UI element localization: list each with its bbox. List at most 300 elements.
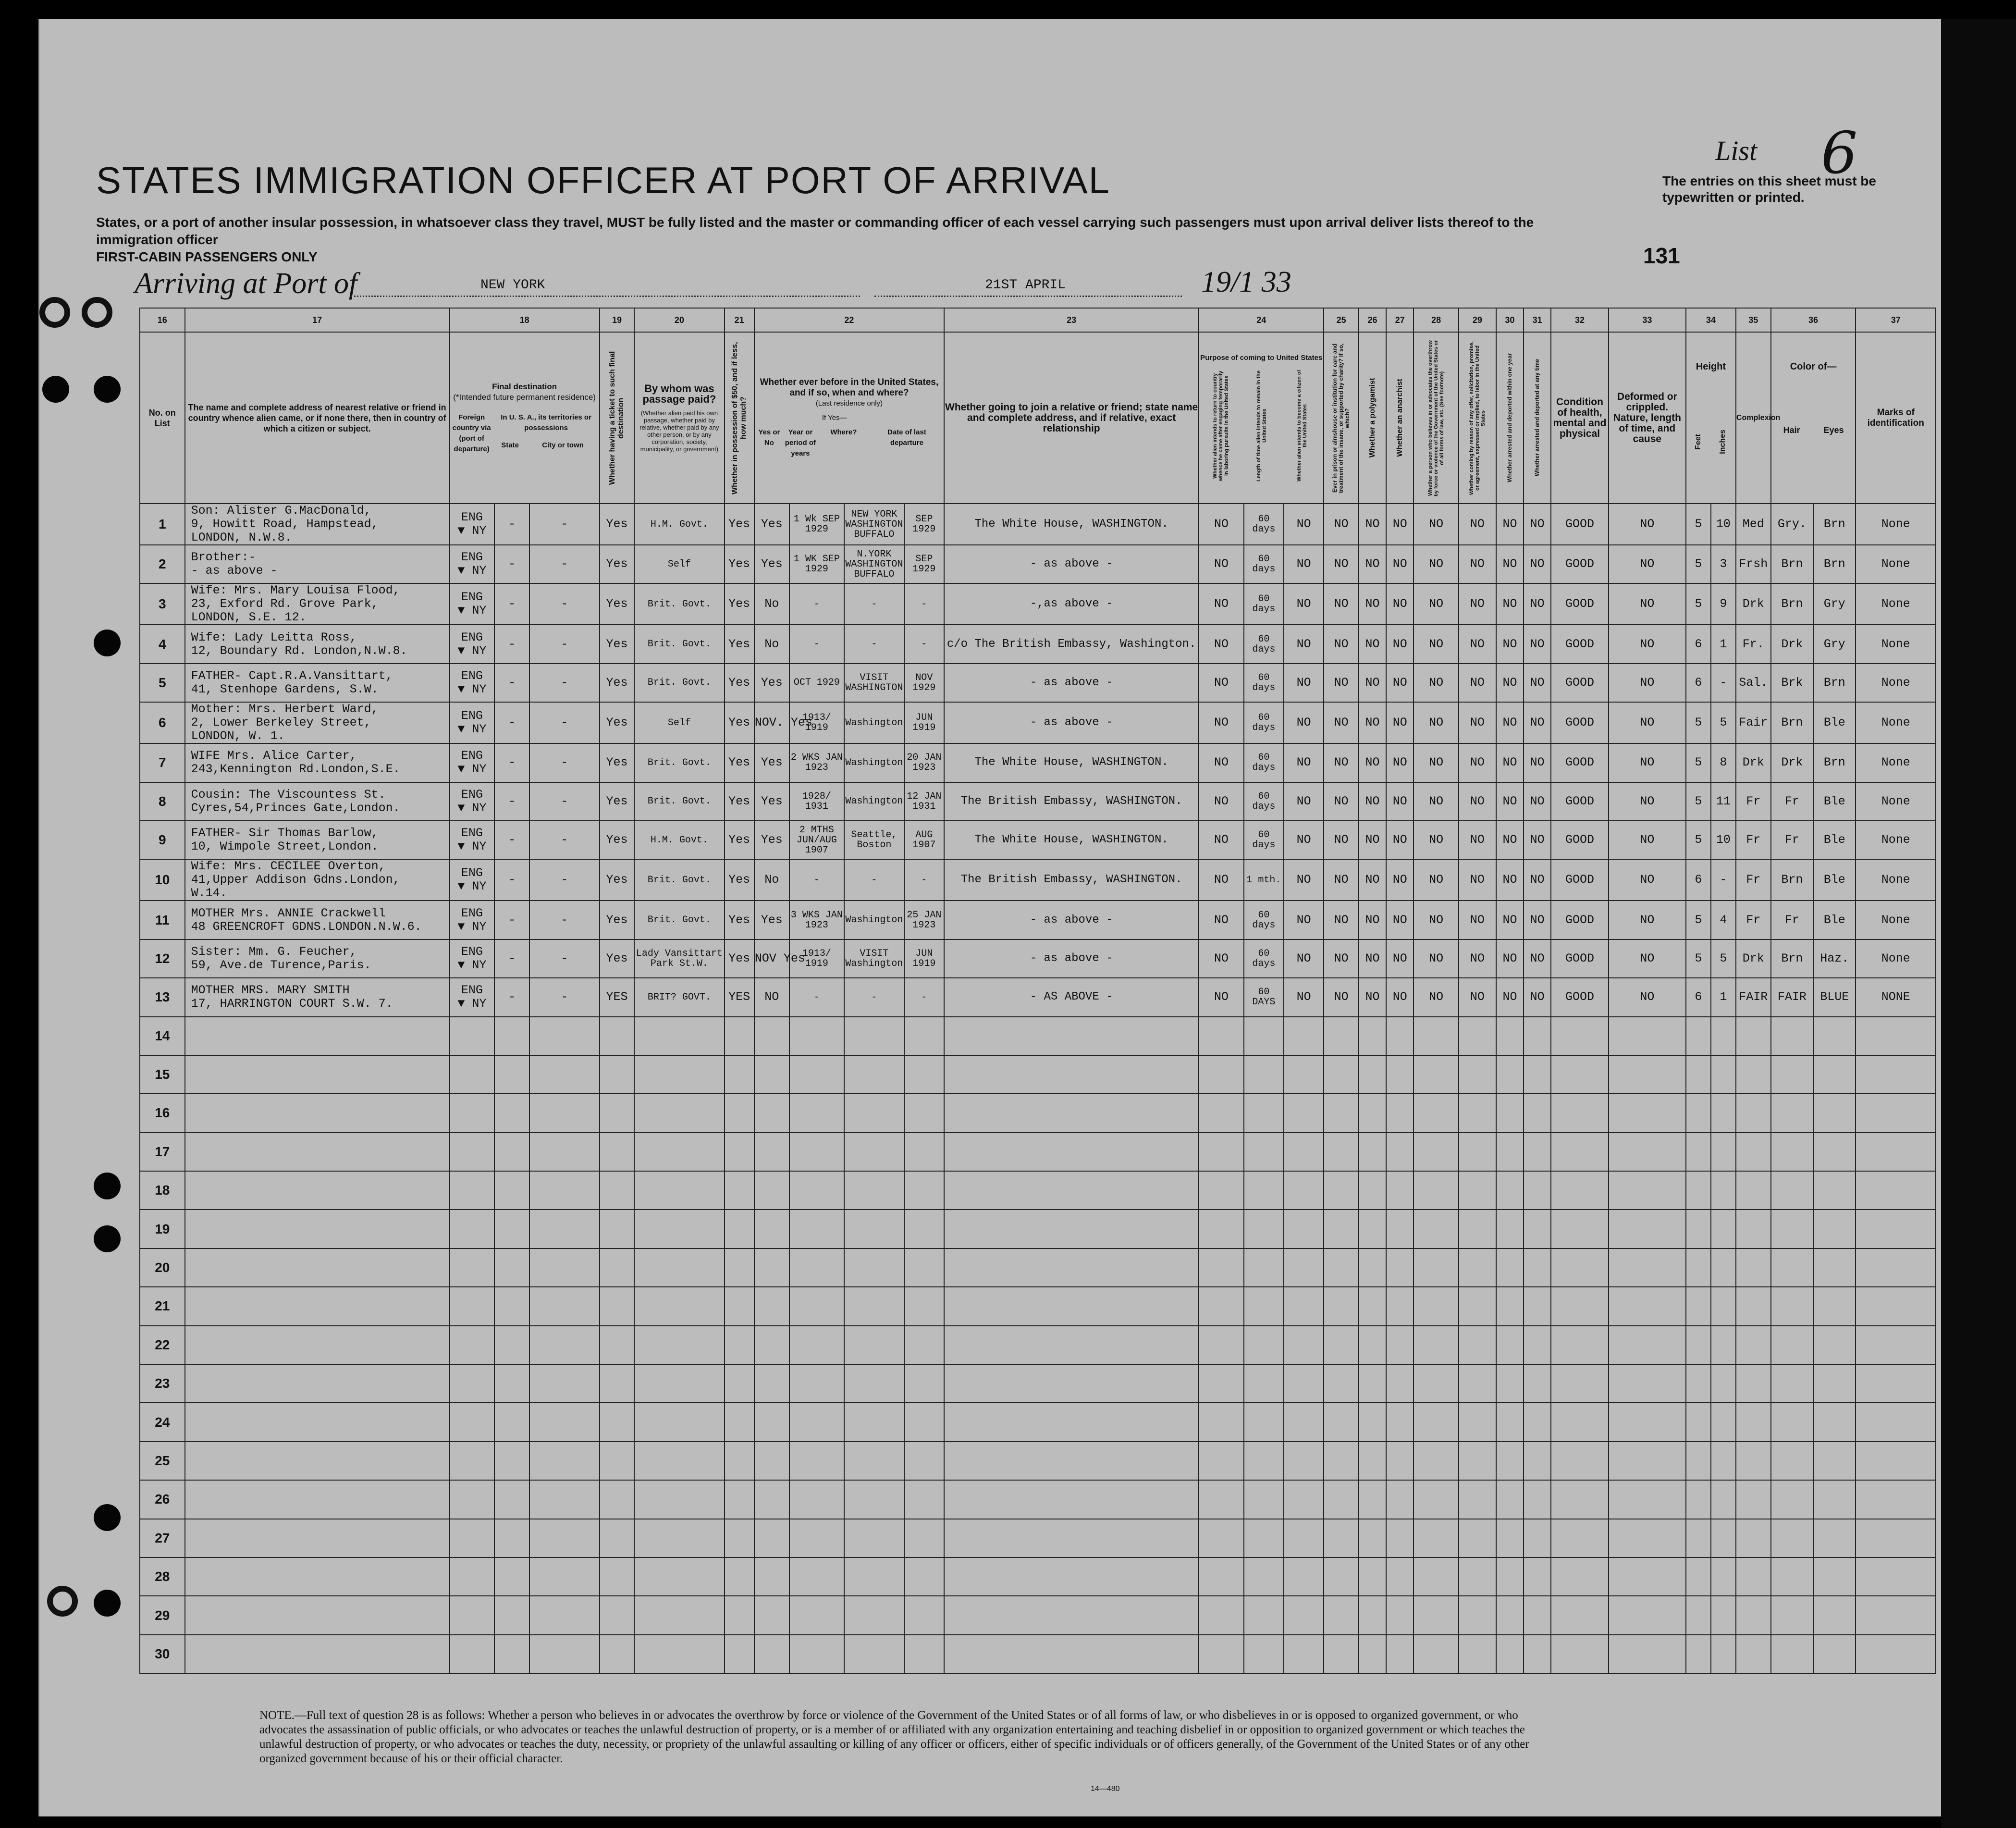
q30-cell: NO (1496, 821, 1524, 859)
empty-cell (185, 1480, 450, 1519)
empty-cell (1284, 1557, 1324, 1596)
hair-cell: Brn (1771, 545, 1813, 583)
empty-cell (1551, 1403, 1609, 1441)
money-cell: Yes (725, 504, 754, 545)
purpose-cell: NO (1199, 978, 1244, 1016)
empty-row (140, 1480, 1936, 1519)
empty-cell (1813, 1055, 1856, 1094)
empty-cell (1813, 1403, 1856, 1441)
join-cell: - as above - (944, 664, 1199, 702)
q30-cell: NO (1496, 625, 1524, 663)
empty-cell (1736, 1171, 1771, 1210)
empty-cell (600, 1442, 635, 1480)
year-cell: - (789, 583, 844, 625)
empty-cell (600, 1055, 635, 1094)
marks-cell: None (1856, 702, 1936, 743)
ticket-cell: Yes (600, 743, 635, 782)
empty-cell (1244, 1326, 1284, 1364)
empty-cell (529, 1635, 600, 1673)
empty-cell (1459, 1519, 1496, 1557)
anarch-cell: NO (1386, 743, 1414, 782)
empty-cell (600, 1210, 635, 1248)
marks-cell: None (1856, 782, 1936, 821)
paid-cell: Brit. Govt. (634, 583, 724, 625)
empty-cell (944, 1210, 1199, 1248)
empty-cell (1771, 1403, 1813, 1441)
ticket-cell: Yes (600, 504, 635, 545)
paid-cell: Brit. Govt. (634, 859, 724, 901)
row-number: 17 (140, 1133, 185, 1171)
paid-cell: Brit. Govt. (634, 782, 724, 821)
join-cell: - as above - (944, 702, 1199, 743)
no-cell: 2 (140, 545, 185, 583)
purpose-cell: NO (1199, 664, 1244, 702)
purpose-cell: NO (1199, 743, 1244, 782)
health-cell: GOOD (1551, 782, 1609, 821)
empty-cell (1524, 1480, 1551, 1519)
before-cell: No (754, 583, 789, 625)
empty-cell (754, 1055, 789, 1094)
empty-cell (1609, 1171, 1686, 1210)
health-cell: GOOD (1551, 583, 1609, 625)
relative-line: 9, Howitt Road, Hampstead, (191, 517, 379, 531)
foreign-country: ENG (461, 668, 483, 683)
empty-cell (725, 1557, 754, 1596)
no-cell: 13 (140, 978, 185, 1016)
empty-cell (1414, 1248, 1459, 1287)
relative-cell (185, 625, 450, 663)
no-cell: 9 (140, 821, 185, 859)
empty-cell (1359, 1519, 1386, 1557)
anarch-cell: NO (1386, 545, 1414, 583)
empty-cell (1324, 1442, 1359, 1480)
money-cell: Yes (725, 583, 754, 625)
empty-row (140, 1133, 1936, 1171)
empty-cell (1244, 1519, 1284, 1557)
q28-cell: NO (1414, 664, 1459, 702)
q31-cell: NO (1524, 504, 1551, 545)
q30-cell: NO (1496, 859, 1524, 901)
empty-cell (1771, 1248, 1813, 1287)
empty-cell (1856, 1480, 1936, 1519)
city-cell: - (529, 978, 600, 1016)
header-q30: Whether arrested and deported within one year (1496, 332, 1524, 504)
q29-cell: NO (1459, 664, 1496, 702)
q28-cell: NO (1414, 545, 1459, 583)
empty-cell (494, 1326, 529, 1364)
empty-cell (1609, 1055, 1686, 1094)
relative-line: WIFE Mrs. Alice Carter, (191, 749, 357, 763)
empty-cell (1736, 1133, 1771, 1171)
empty-cell (904, 1403, 944, 1441)
empty-cell (1711, 1557, 1736, 1596)
empty-cell (1244, 1055, 1284, 1094)
inches-cell: 5 (1711, 702, 1736, 743)
empty-cell (1856, 1596, 1936, 1634)
money-cell: Yes (725, 821, 754, 859)
relative-line: Brother:- (191, 550, 256, 565)
empty-cell (1711, 1480, 1736, 1519)
empty-cell (1414, 1326, 1459, 1364)
empty-cell (1386, 1094, 1414, 1132)
foreign-country: ENG (461, 630, 483, 644)
empty-cell (1359, 1364, 1386, 1403)
empty-cell (844, 1210, 904, 1248)
anarch-cell: NO (1386, 664, 1414, 702)
empty-cell (1856, 1287, 1936, 1325)
empty-cell (1609, 1557, 1686, 1596)
no-cell: 10 (140, 859, 185, 901)
empty-cell (185, 1326, 450, 1364)
empty-cell (1813, 1326, 1856, 1364)
relative-line: 12, Boundary Rd. London,N.W.8. (191, 643, 407, 658)
where-cell: Seattle, Boston (844, 821, 904, 859)
table-row (140, 901, 1936, 939)
empty-cell (1524, 1364, 1551, 1403)
column-headers (140, 332, 1936, 504)
empty-cell (1711, 1055, 1736, 1094)
money-cell: Yes (725, 545, 754, 583)
empty-cell (185, 1596, 450, 1634)
empty-cell (1609, 1364, 1686, 1403)
empty-cell (1284, 1635, 1324, 1673)
form-number: 14—480 (1091, 1785, 1120, 1793)
us-port: ▼ NY (457, 919, 487, 934)
empty-cell (634, 1326, 724, 1364)
empty-cell (1199, 1094, 1244, 1132)
paid-cell: H.M. Govt. (634, 504, 724, 545)
q30-cell: NO (1496, 504, 1524, 545)
empty-cell (494, 1480, 529, 1519)
empty-cell (529, 1557, 600, 1596)
prison-cell: NO (1324, 702, 1359, 743)
empty-cell (1551, 1210, 1609, 1248)
money-cell: Yes (725, 901, 754, 939)
empty-cell (1856, 1017, 1936, 1055)
length-cell: 60 days (1244, 939, 1284, 978)
foreign-cell (450, 782, 495, 821)
empty-cell (844, 1442, 904, 1480)
empty-cell (1359, 1480, 1386, 1519)
empty-cell (1711, 1017, 1736, 1055)
empty-cell (904, 1248, 944, 1287)
paid-cell: Brit. Govt. (634, 743, 724, 782)
polyg-cell: NO (1359, 583, 1386, 625)
empty-cell (494, 1133, 529, 1171)
q30-cell: NO (1496, 978, 1524, 1016)
polyg-cell: NO (1359, 782, 1386, 821)
marks-cell: None (1856, 901, 1936, 939)
empty-cell (450, 1480, 495, 1519)
where-cell: - (844, 625, 904, 663)
empty-cell (1199, 1017, 1244, 1055)
empty-cell (185, 1017, 450, 1055)
empty-cell (1496, 1519, 1524, 1557)
marks-cell: NONE (1856, 978, 1936, 1016)
marks-cell: None (1856, 504, 1936, 545)
hair-cell: Brn (1771, 939, 1813, 978)
inches-cell: 1 (1711, 978, 1736, 1016)
empty-cell (1856, 1403, 1936, 1441)
empty-cell (904, 1171, 944, 1210)
arriving-label: Arriving at Port of (135, 267, 357, 300)
row-number: 19 (140, 1210, 185, 1248)
year-cell: 1928/ 1931 (789, 782, 844, 821)
table-row (140, 743, 1936, 782)
empty-cell (1856, 1364, 1936, 1403)
empty-cell (1324, 1094, 1359, 1132)
us-port: ▼ NY (457, 604, 487, 618)
foreign-cell (450, 821, 495, 859)
inches-cell: 8 (1711, 743, 1736, 782)
empty-cell (789, 1480, 844, 1519)
relative-line: - as above - (191, 564, 278, 578)
empty-cell (1244, 1017, 1284, 1055)
join-cell: c/o The British Embassy, Washington. (944, 625, 1199, 663)
polyg-cell: NO (1359, 859, 1386, 901)
empty-cell (1711, 1210, 1736, 1248)
empty-cell (844, 1248, 904, 1287)
empty-cell (1524, 1519, 1551, 1557)
no-cell: 6 (140, 702, 185, 743)
us-port: ▼ NY (457, 524, 487, 538)
empty-cell (494, 1596, 529, 1634)
empty-cell (600, 1557, 635, 1596)
list-number: 6 (1821, 120, 1858, 187)
city-cell: - (529, 664, 600, 702)
q31-cell: NO (1524, 782, 1551, 821)
empty-cell (754, 1133, 789, 1171)
foreign-country: ENG (461, 550, 483, 565)
empty-cell (494, 1248, 529, 1287)
empty-cell (1813, 1519, 1856, 1557)
empty-cell (1459, 1364, 1496, 1403)
empty-cell (754, 1364, 789, 1403)
before-cell: NOV Yes (754, 939, 789, 978)
empty-cell (185, 1248, 450, 1287)
sheet-number: 131 (1643, 243, 1680, 268)
table-row (140, 978, 1936, 1016)
relative-line: MOTHER Mrs. ANNIE Crackwell (191, 906, 386, 920)
feet-cell: 5 (1686, 939, 1711, 978)
empty-cell (450, 1248, 495, 1287)
header-anarchist: Whether an anarchist (1386, 332, 1414, 504)
empty-cell (1459, 1171, 1496, 1210)
empty-cell (725, 1596, 754, 1634)
empty-cell (1856, 1326, 1936, 1364)
before-cell: Yes (754, 743, 789, 782)
empty-cell (1386, 1635, 1414, 1673)
empty-cell (1686, 1364, 1711, 1403)
empty-cell (1459, 1210, 1496, 1248)
prison-cell: NO (1324, 978, 1359, 1016)
empty-cell (1771, 1055, 1813, 1094)
city-cell: - (529, 743, 600, 782)
empty-cell (789, 1519, 844, 1557)
us-port: ▼ NY (457, 958, 487, 972)
empty-cell (1686, 1635, 1711, 1673)
empty-cell (1324, 1596, 1359, 1634)
city-cell: - (529, 939, 600, 978)
foreign-country: ENG (461, 510, 483, 524)
empty-cell (844, 1017, 904, 1055)
paid-cell: H.M. Govt. (634, 821, 724, 859)
deformed-cell: NO (1609, 702, 1686, 743)
polyg-cell: NO (1359, 504, 1386, 545)
empty-cell (1551, 1017, 1609, 1055)
empty-row (140, 1557, 1936, 1596)
empty-cell (1496, 1635, 1524, 1673)
list-label: List (1715, 135, 1758, 166)
row-number: 24 (140, 1403, 185, 1441)
empty-cell (1324, 1635, 1359, 1673)
empty-cell (494, 1210, 529, 1248)
hair-cell: Brn (1771, 859, 1813, 901)
empty-cell (1771, 1442, 1813, 1480)
citizen-cell: NO (1284, 821, 1324, 859)
empty-cell (1244, 1596, 1284, 1634)
city-cell: - (529, 859, 600, 901)
deformed-cell: NO (1609, 664, 1686, 702)
empty-cell (1686, 1094, 1711, 1132)
header-ticket: Whether having a ticket to such final destination (600, 332, 635, 504)
purpose-cell: NO (1199, 545, 1244, 583)
empty-cell (789, 1364, 844, 1403)
empty-cell (1386, 1364, 1414, 1403)
empty-cell (1736, 1287, 1771, 1325)
empty-cell (185, 1557, 450, 1596)
dep-cell: AUG 1907 (904, 821, 944, 859)
year-cell: 1913/ 1919 (789, 939, 844, 978)
empty-cell (1711, 1326, 1736, 1364)
feet-cell: 5 (1686, 583, 1711, 625)
complexion-cell: Frsh (1736, 545, 1771, 583)
health-cell: GOOD (1551, 743, 1609, 782)
polyg-cell: NO (1359, 702, 1386, 743)
foreign-country: ENG (461, 983, 483, 998)
empty-cell (1414, 1596, 1459, 1634)
empty-cell (844, 1480, 904, 1519)
join-cell: - AS ABOVE - (944, 978, 1199, 1016)
header-money: Whether in possession of $50, and if less, how much? (725, 332, 754, 504)
row-number: 21 (140, 1287, 185, 1325)
empty-cell (725, 1248, 754, 1287)
empty-cell (1414, 1557, 1459, 1596)
ticket-cell: YES (600, 978, 635, 1016)
eyes-cell: Brn (1813, 545, 1856, 583)
anarch-cell: NO (1386, 901, 1414, 939)
empty-cell (1771, 1480, 1813, 1519)
anarch-cell: NO (1386, 504, 1414, 545)
q31-cell: NO (1524, 664, 1551, 702)
header-q31: Whether arrested and deported at any time (1524, 332, 1551, 504)
complexion-cell: Fr. (1736, 625, 1771, 663)
empty-cell (1414, 1480, 1459, 1519)
deformed-cell: NO (1609, 583, 1686, 625)
empty-cell (1856, 1557, 1936, 1596)
empty-cell (1524, 1133, 1551, 1171)
feet-cell: 5 (1686, 702, 1711, 743)
empty-cell (1284, 1055, 1324, 1094)
empty-cell (600, 1171, 635, 1210)
empty-cell (844, 1326, 904, 1364)
relative-cell (185, 664, 450, 702)
no-cell: 5 (140, 664, 185, 702)
relative-line: Wife: Lady Leitta Ross, (191, 630, 357, 644)
empty-cell (529, 1017, 600, 1055)
empty-cell (185, 1055, 450, 1094)
length-cell: 60 days (1244, 821, 1284, 859)
empty-cell (1386, 1326, 1414, 1364)
empty-cell (494, 1557, 529, 1596)
empty-cell (634, 1364, 724, 1403)
empty-cell (789, 1210, 844, 1248)
empty-cell (1359, 1557, 1386, 1596)
citizen-cell: NO (1284, 504, 1324, 545)
empty-cell (494, 1403, 529, 1441)
year-cell: - (789, 859, 844, 901)
money-cell: Yes (725, 664, 754, 702)
q30-cell: NO (1496, 782, 1524, 821)
empty-row (140, 1171, 1936, 1210)
before-cell: Yes (754, 504, 789, 545)
ticket-cell: Yes (600, 939, 635, 978)
empty-cell (1414, 1171, 1459, 1210)
empty-cell (725, 1480, 754, 1519)
empty-cell (844, 1287, 904, 1325)
empty-cell (789, 1635, 844, 1673)
date-line (874, 296, 1182, 297)
empty-cell (1459, 1557, 1496, 1596)
health-cell: GOOD (1551, 664, 1609, 702)
empty-cell (1771, 1519, 1813, 1557)
empty-cell (634, 1442, 724, 1480)
relative-line: 23, Exford Rd. Grove Park, (191, 597, 379, 611)
q30-cell: NO (1496, 545, 1524, 583)
relative-line: Cousin: The Viscountess St. (191, 787, 386, 802)
passenger-table (139, 308, 1936, 1674)
empty-cell (1813, 1210, 1856, 1248)
money-cell: Yes (725, 859, 754, 901)
before-cell: NOV. Yes (754, 702, 789, 743)
inches-cell: - (1711, 859, 1736, 901)
where-cell: Washington (844, 782, 904, 821)
empty-cell (1686, 1480, 1711, 1519)
empty-cell (1711, 1133, 1736, 1171)
empty-cell (634, 1635, 724, 1673)
empty-cell (944, 1055, 1199, 1094)
empty-cell (1736, 1480, 1771, 1519)
empty-cell (1813, 1017, 1856, 1055)
purpose-cell: NO (1199, 504, 1244, 545)
join-cell: The British Embassy, WASHINGTON. (944, 782, 1199, 821)
empty-cell (529, 1596, 600, 1634)
empty-cell (1244, 1094, 1284, 1132)
deformed-cell: NO (1609, 901, 1686, 939)
complexion-cell: FAIR (1736, 978, 1771, 1016)
empty-cell (450, 1133, 495, 1171)
empty-row (140, 1442, 1936, 1480)
marks-cell: None (1856, 625, 1936, 663)
empty-cell (1524, 1326, 1551, 1364)
empty-cell (494, 1171, 529, 1210)
empty-cell (944, 1635, 1199, 1673)
q28-cell: NO (1414, 504, 1459, 545)
year-cell: 2 MTHS JUN/AUG 1907 (789, 821, 844, 859)
purpose-cell: NO (1199, 583, 1244, 625)
empty-cell (1244, 1403, 1284, 1441)
empty-cell (1609, 1210, 1686, 1248)
